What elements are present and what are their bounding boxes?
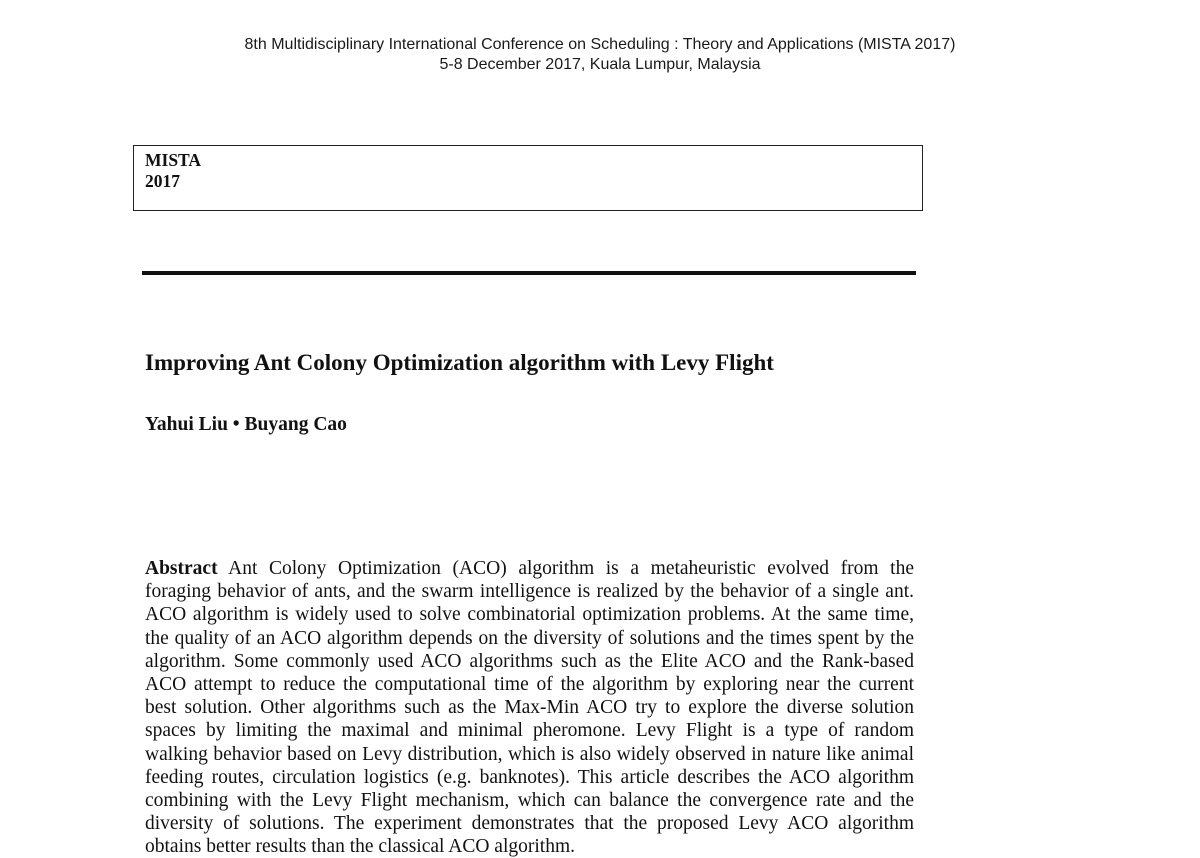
logo-line-year: 2017 (145, 171, 180, 191)
abstract-line: ACO attempt to reduce the computational time of the algorithm by exploring near the current (145, 673, 914, 695)
abstract-line: walking behavior based on Levy distribution, which is also widely observed in nature like animal (145, 743, 914, 765)
abstract-line: ACO algorithm is widely used to solve combinatorial optimization problems. At the same time, (145, 604, 914, 626)
abstract-line: foraging behavior of ants, and the swarm intelligence is realized by the behavior of a single ant. (145, 581, 914, 603)
mista-logo-box (133, 145, 923, 211)
abstract-line: feeding routes, circulation logistics (e.g. banknotes). This article describes the ACO algorithm (145, 766, 914, 788)
conference-header (0, 35, 1200, 75)
mista-logo-text (145, 150, 201, 192)
paper-title: Improving Ant Colony Optimization algorithm with Levy Flight (145, 350, 774, 375)
logo-line-name: MISTA (145, 150, 202, 170)
abstract-line: algorithm. Some commonly used ACO algorithms such as the Elite ACO and the Rank-based (145, 650, 914, 672)
abstract-line: best solution. Other algorithms such as the Max-Min ACO try to explore the diverse solution (145, 697, 914, 719)
paper-authors: Yahui Liu • Buyang Cao (145, 414, 347, 435)
abstract-section (145, 557, 914, 858)
abstract-line: the quality of an ACO algorithm depends on the diversity of solutions and the times spent by the (145, 627, 914, 649)
abstract-line: combining with the Levy Flight mechanism, which can balance the convergence rate and the (145, 789, 914, 811)
abstract-label: Abstract (145, 558, 218, 579)
abstract-line: spaces by limiting the maximal and minimal pheromone. Levy Flight is a type of random (145, 720, 914, 742)
conference-date-location: 5-8 December 2017, Kuala Lumpur, Malaysia (439, 56, 761, 73)
abstract-line: Abstract Ant Colony Optimization (ACO) algorithm is a metaheuristic evolved from the (145, 558, 914, 579)
abstract-line: obtains better results than the classical ACO algorithm. (145, 836, 575, 858)
conference-name: 8th Multidisciplinary International Conference on Scheduling : Theory and Applications (MISTA 2017) (244, 36, 956, 53)
horizontal-rule (142, 271, 916, 275)
abstract-line: diversity of solutions. The experiment demonstrates that the proposed Levy ACO algorithm (145, 813, 914, 835)
